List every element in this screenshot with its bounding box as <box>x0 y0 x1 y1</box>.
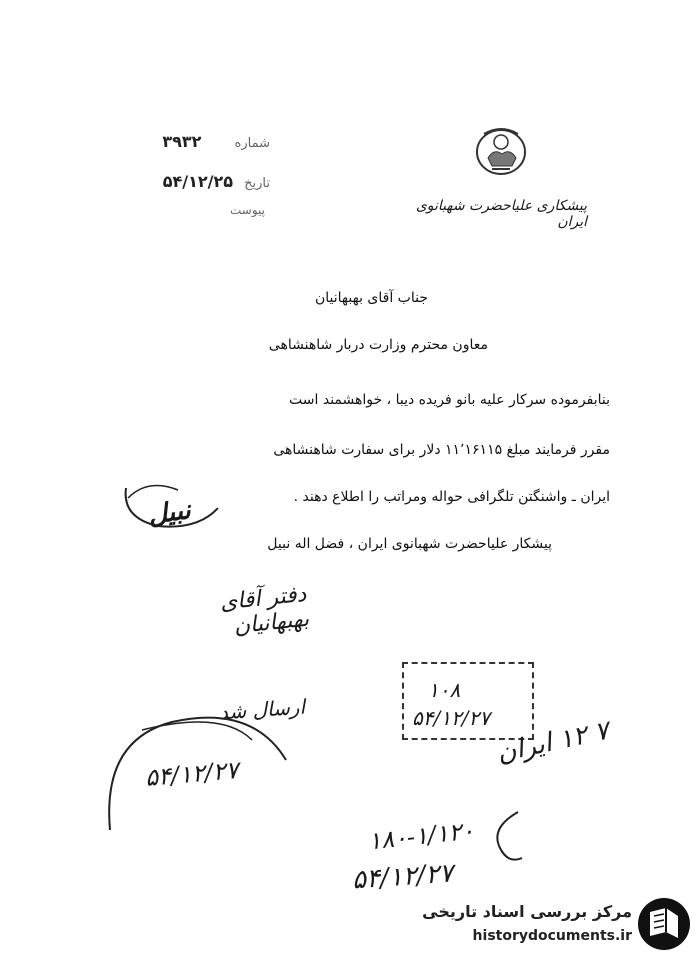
receipt-stamp <box>402 662 534 740</box>
stamp-date: ۵۴/۱۲/۲۷ <box>412 706 490 730</box>
handwritten-note-1: دفتر آقای بهبهانیان <box>218 581 311 640</box>
office-name: پیشکاری علیاحضرت شهبانوی ایران <box>415 198 587 230</box>
body-line-2: مقرر فرمایند مبلغ ۱۱٬۱۶۱۱۵ دلار برای سفارت شاهنشاهی <box>273 442 610 458</box>
signatory: پیشکار علیاحضرت شهبانوی ایران ، فضل اله نبیل <box>267 536 552 552</box>
date-label: تاریخ <box>244 176 270 191</box>
body-line-3: ایران ـ واشنگتن تلگرافی حواله ومراتب را اطلاع دهند . <box>293 489 610 505</box>
reference-number: ۱۸۰-۱/۱۲۰ <box>366 816 476 856</box>
handwritten-note-2: ارسال شد <box>218 694 306 725</box>
watermark-name: مرکز بررسی اسناد تاریخی <box>422 902 632 921</box>
signature-flourish <box>118 478 228 538</box>
number-label: شماره <box>234 136 270 151</box>
stamp-number: ۱۰۸ <box>428 678 461 702</box>
circle-date: ۵۴/۱۲/۲۷ <box>143 755 240 793</box>
recipient-title: معاون محترم وزارت دربار شاهنشاهی <box>268 337 488 353</box>
watermark-url: historydocuments.ir <box>472 928 632 944</box>
letter-number <box>140 132 270 151</box>
reference-date: ۵۴/۱۲/۲۷ <box>351 858 455 896</box>
salutation: جناب آقای بهبهانیان <box>315 290 428 306</box>
attachment-label: پیوست <box>230 203 265 217</box>
archive-watermark <box>418 892 694 956</box>
lion-and-sun-crest-icon <box>472 122 530 180</box>
reference-hook <box>488 808 528 868</box>
letter-date <box>140 172 270 191</box>
archive-book-logo-icon <box>636 896 692 952</box>
signature: نبیل <box>146 495 193 531</box>
body-line-1: بنابفرموده سرکار علیه بانو فریده دیبا ، خواهشمند است <box>289 392 610 408</box>
date-value: ۵۴/۱۲/۲۵ <box>162 172 234 191</box>
number-value: ۳۹۳۲ <box>162 132 202 151</box>
margin-note: ۷ ۱۲ ایران <box>494 715 612 769</box>
